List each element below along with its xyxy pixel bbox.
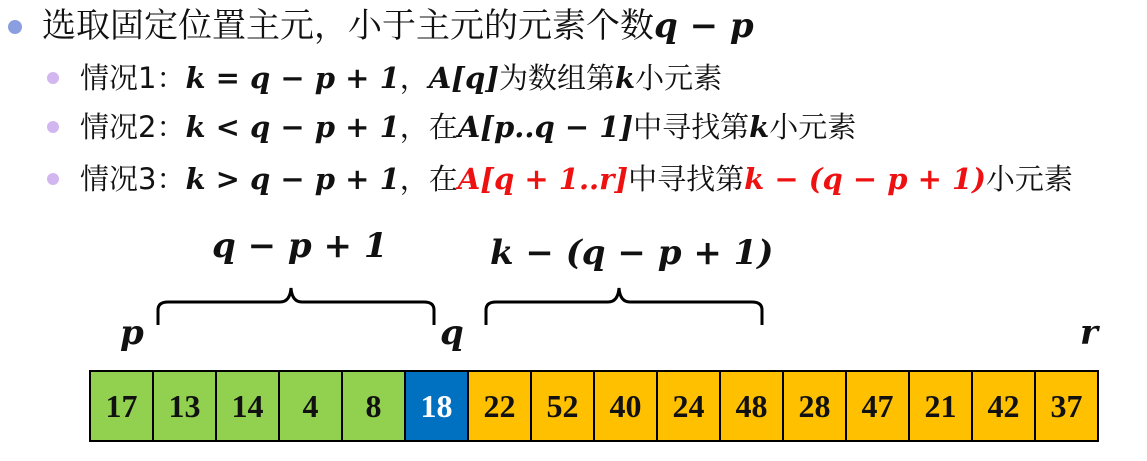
case1-sep: ， [399, 61, 429, 95]
brace-left-label: q − p + 1 [212, 226, 388, 266]
case3-math: k > q − p + 1 [185, 162, 400, 196]
array-cell: 28 [784, 372, 847, 440]
array-cell: 37 [1036, 372, 1099, 440]
case2-tail: 中寻找第 [633, 110, 750, 144]
array-cell: 18 [406, 372, 469, 440]
array-cell: 52 [532, 372, 595, 440]
array-cell: 47 [847, 372, 910, 440]
case2-label: 情况2： [80, 110, 186, 144]
label-p: p [120, 313, 144, 353]
case2-end: 小元素 [769, 110, 857, 144]
case3-end: 小元素 [985, 162, 1073, 196]
case3-tail: 中寻找第 [628, 162, 745, 196]
case1-tail-math: A[q] [428, 61, 500, 95]
array-cell: 21 [910, 372, 973, 440]
case1-end: 小元素 [635, 61, 723, 95]
case3-label: 情况3： [80, 162, 186, 196]
brace-right-label: k − (q − p + 1) [490, 233, 774, 273]
array-cell: 8 [343, 372, 406, 440]
array-cell: 17 [91, 372, 154, 440]
array-cell: 40 [595, 372, 658, 440]
case1-label: 情况1： [80, 61, 186, 95]
case2-math: k < q − p + 1 [185, 110, 400, 144]
array-cell: 24 [658, 372, 721, 440]
case1-k: k [615, 61, 636, 95]
case2-sep: ，在 [399, 110, 458, 144]
label-r: r [1080, 313, 1098, 353]
array-cell: 42 [973, 372, 1036, 440]
array-cell: 4 [280, 372, 343, 440]
left-brace [158, 288, 434, 325]
case2-tail-math: A[p..q − 1] [457, 110, 634, 144]
array [89, 370, 1099, 442]
case3-k: k − (q − p + 1) [744, 162, 986, 196]
case3-sep: ，在 [399, 162, 458, 196]
label-q: q [440, 313, 464, 353]
title-math: q − p [654, 6, 754, 46]
case1-tail: 为数组第 [499, 61, 616, 95]
array-cell: 22 [469, 372, 532, 440]
right-brace [486, 288, 762, 325]
title-text: 选取固定位置主元，小于主元的元素个数 [42, 6, 654, 46]
array-cell: 14 [217, 372, 280, 440]
array-cell: 48 [721, 372, 784, 440]
case2-k: k [749, 110, 770, 144]
case3-red-math: A[q + 1..r] [457, 162, 629, 196]
array-cell: 13 [154, 372, 217, 440]
case1-math: k = q − p + 1 [185, 61, 400, 95]
